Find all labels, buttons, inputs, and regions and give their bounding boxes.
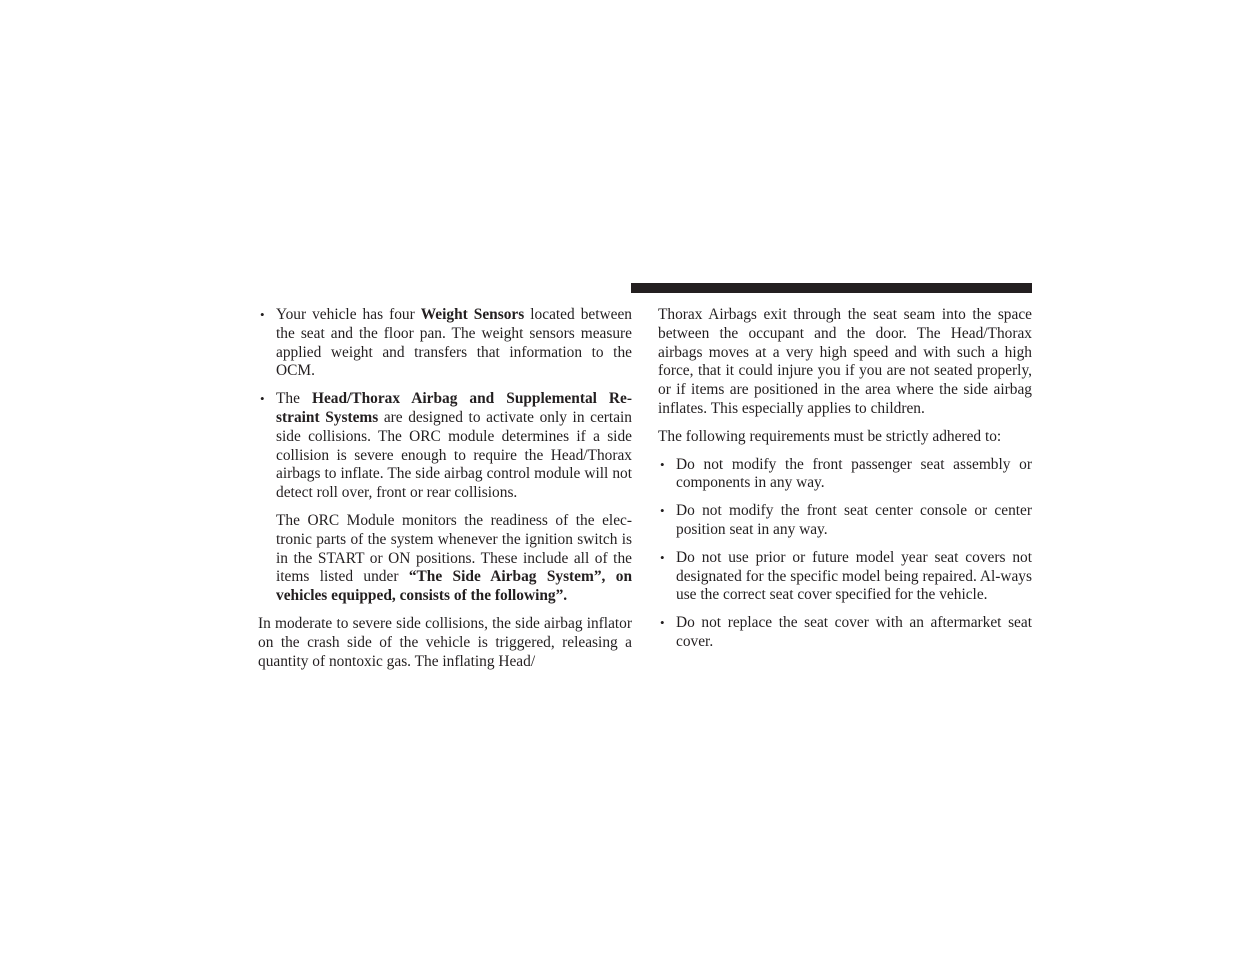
requirements-intro: The following requirements must be strictly adhered to: (658, 427, 1002, 445)
thorax-airbag-paragraph: Thorax Airbags exit through the seat seam into the space between the occupant and the door. The Head/Thorax airbags moves at a very high speed and with such a high force, that it could injure you if you are not seated properly, or if items are positioned in the area where the side airbag inflates. This especially applies to children. (658, 306, 1032, 417)
bullet-head-thorax: • The Head/Thorax Airbag and Supplemental Re-straint Systems are designed to activate only in certain side collisions. The ORC module determines if a side collision is severe enough to require the Head/Thorax airbags to inflate. The side airbag control module will not detect roll over, front or rear collisions. (260, 390, 633, 502)
bold-reference: “The Side Airbag System”, on vehicles equipped, consists of the following”. (276, 568, 632, 605)
bullet-dot: • (660, 503, 665, 519)
side-collision-paragraph: In moderate to severe side collisions, the side airbag inflator on the crash side of the vehicle is triggered, releasing a quantity of nontoxic gas. The inflating Head/ (258, 614, 632, 670)
bullet-dot: • (660, 549, 665, 565)
requirement-item: • Do not replace the seat cover with an aftermarket seat cover. (660, 614, 1032, 650)
requirement-item: • Do not use prior or future model year seat covers not designated for the specific model being repaired. Al-ways use the correct seat cover specified for the vehicle. (660, 548, 1032, 604)
right-column (658, 306, 1032, 661)
bullet-dot: • (260, 391, 265, 407)
requirement-item: • Do not modify the front seat center console or center position seat in any way. (660, 502, 1032, 538)
bullet-dot: • (260, 307, 265, 322)
bold-term-head-thorax: Head/Thorax Airbag and Supplemental Re-straint Systems (276, 390, 633, 426)
section-header-bar (631, 283, 1032, 293)
orc-module-paragraph: The ORC Module monitors the readiness of the elec-tronic parts of the system whenever the ignition switch is in the START or ON positions. These include all of the items listed under “The Side Airbag System”, on vehicles equipped, consists of the following”. (276, 511, 632, 605)
bullet-dot: • (660, 456, 665, 472)
bold-term-weight-sensors: Weight Sensors (420, 306, 525, 323)
bullet-dot: • (660, 615, 665, 631)
left-column (258, 306, 632, 680)
requirement-item: • Do not modify the front passenger seat assembly or components in any way. (660, 455, 1032, 492)
bullet-weight-sensors: • Your vehicle has four Weight Sensors located between the seat and the floor pan. The weight sensors measure applied weight and transfers that information to the OCM. (260, 306, 632, 380)
